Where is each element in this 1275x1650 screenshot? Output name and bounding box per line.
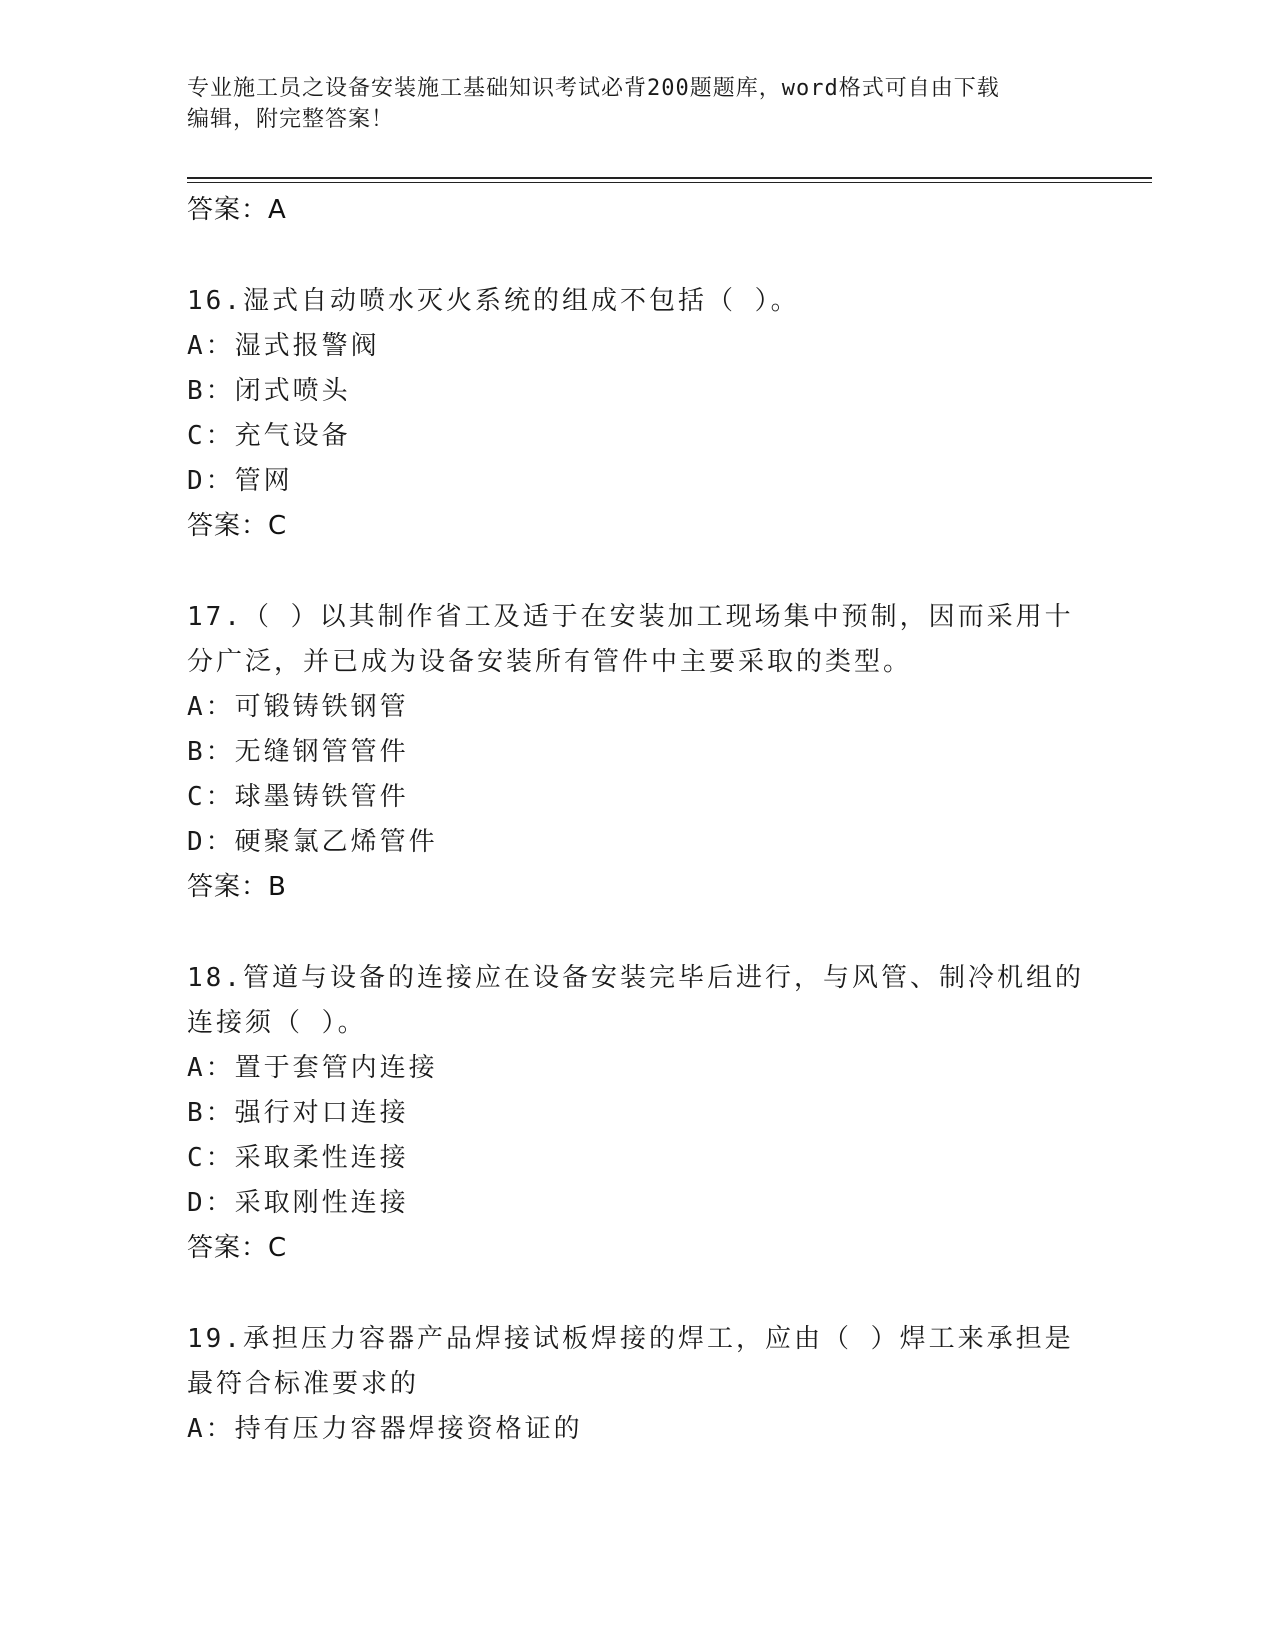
option-c: C：充气设备 xyxy=(187,421,351,451)
option-c: C：球墨铸铁管件 xyxy=(187,782,409,812)
question-stem: 18.管道与设备的连接应在设备安装完毕后进行，与风管、制冷机组的 xyxy=(187,963,1084,993)
answer-line: 答案：C xyxy=(187,1233,288,1263)
option-a: A：可锻铸铁钢管 xyxy=(187,692,409,722)
option-a: A：置于套管内连接 xyxy=(187,1053,438,1083)
question-stem: 连接须（ ）。 xyxy=(187,1008,367,1038)
spacer xyxy=(187,910,1087,956)
option-d: D：硬聚氯乙烯管件 xyxy=(187,827,438,857)
option-c: C：采取柔性连接 xyxy=(187,1143,409,1173)
header-rule-thin xyxy=(187,182,1152,183)
question-16 xyxy=(187,279,1087,549)
question-stem: 分广泛，并已成为设备安装所有管件中主要采取的类型。 xyxy=(187,647,913,677)
answer-line: 答案：A xyxy=(187,195,287,225)
answer-line: 答案：C xyxy=(187,511,288,541)
option-a: A：持有压力容器焊接资格证的 xyxy=(187,1414,583,1444)
option-b: B：无缝钢管管件 xyxy=(187,737,409,767)
option-a: A：湿式报警阀 xyxy=(187,331,380,361)
spacer xyxy=(187,1271,1087,1317)
document-header xyxy=(187,73,1077,135)
option-b: B：闭式喷头 xyxy=(187,376,351,406)
question-stem: 19.承担压力容器产品焊接试板焊接的焊工，应由（ ）焊工来承担是 xyxy=(187,1324,1074,1354)
header-rule-thick xyxy=(187,177,1152,179)
option-b: B：强行对口连接 xyxy=(187,1098,409,1128)
header-line-2: 编辑，附完整答案！ xyxy=(187,107,395,132)
question-stem: 17.（ ）以其制作省工及适于在安装加工现场集中预制，因而采用十 xyxy=(187,602,1074,632)
spacer xyxy=(187,233,1087,279)
question-stem: 16.湿式自动喷水灭火系统的组成不包括（ ）。 xyxy=(187,286,800,316)
header-line-1: 专业施工员之设备安装施工基础知识考试必背200题题库，word格式可自由下载 xyxy=(187,76,1000,101)
option-d: D：采取刚性连接 xyxy=(187,1188,409,1218)
option-d: D：管网 xyxy=(187,466,293,496)
document-body xyxy=(187,188,1087,1452)
question-18 xyxy=(187,956,1087,1271)
spacer xyxy=(187,549,1087,595)
question-stem: 最符合标准要求的 xyxy=(187,1369,420,1399)
question-17 xyxy=(187,595,1087,910)
question-19 xyxy=(187,1317,1087,1452)
answer-line: 答案：B xyxy=(187,872,287,902)
